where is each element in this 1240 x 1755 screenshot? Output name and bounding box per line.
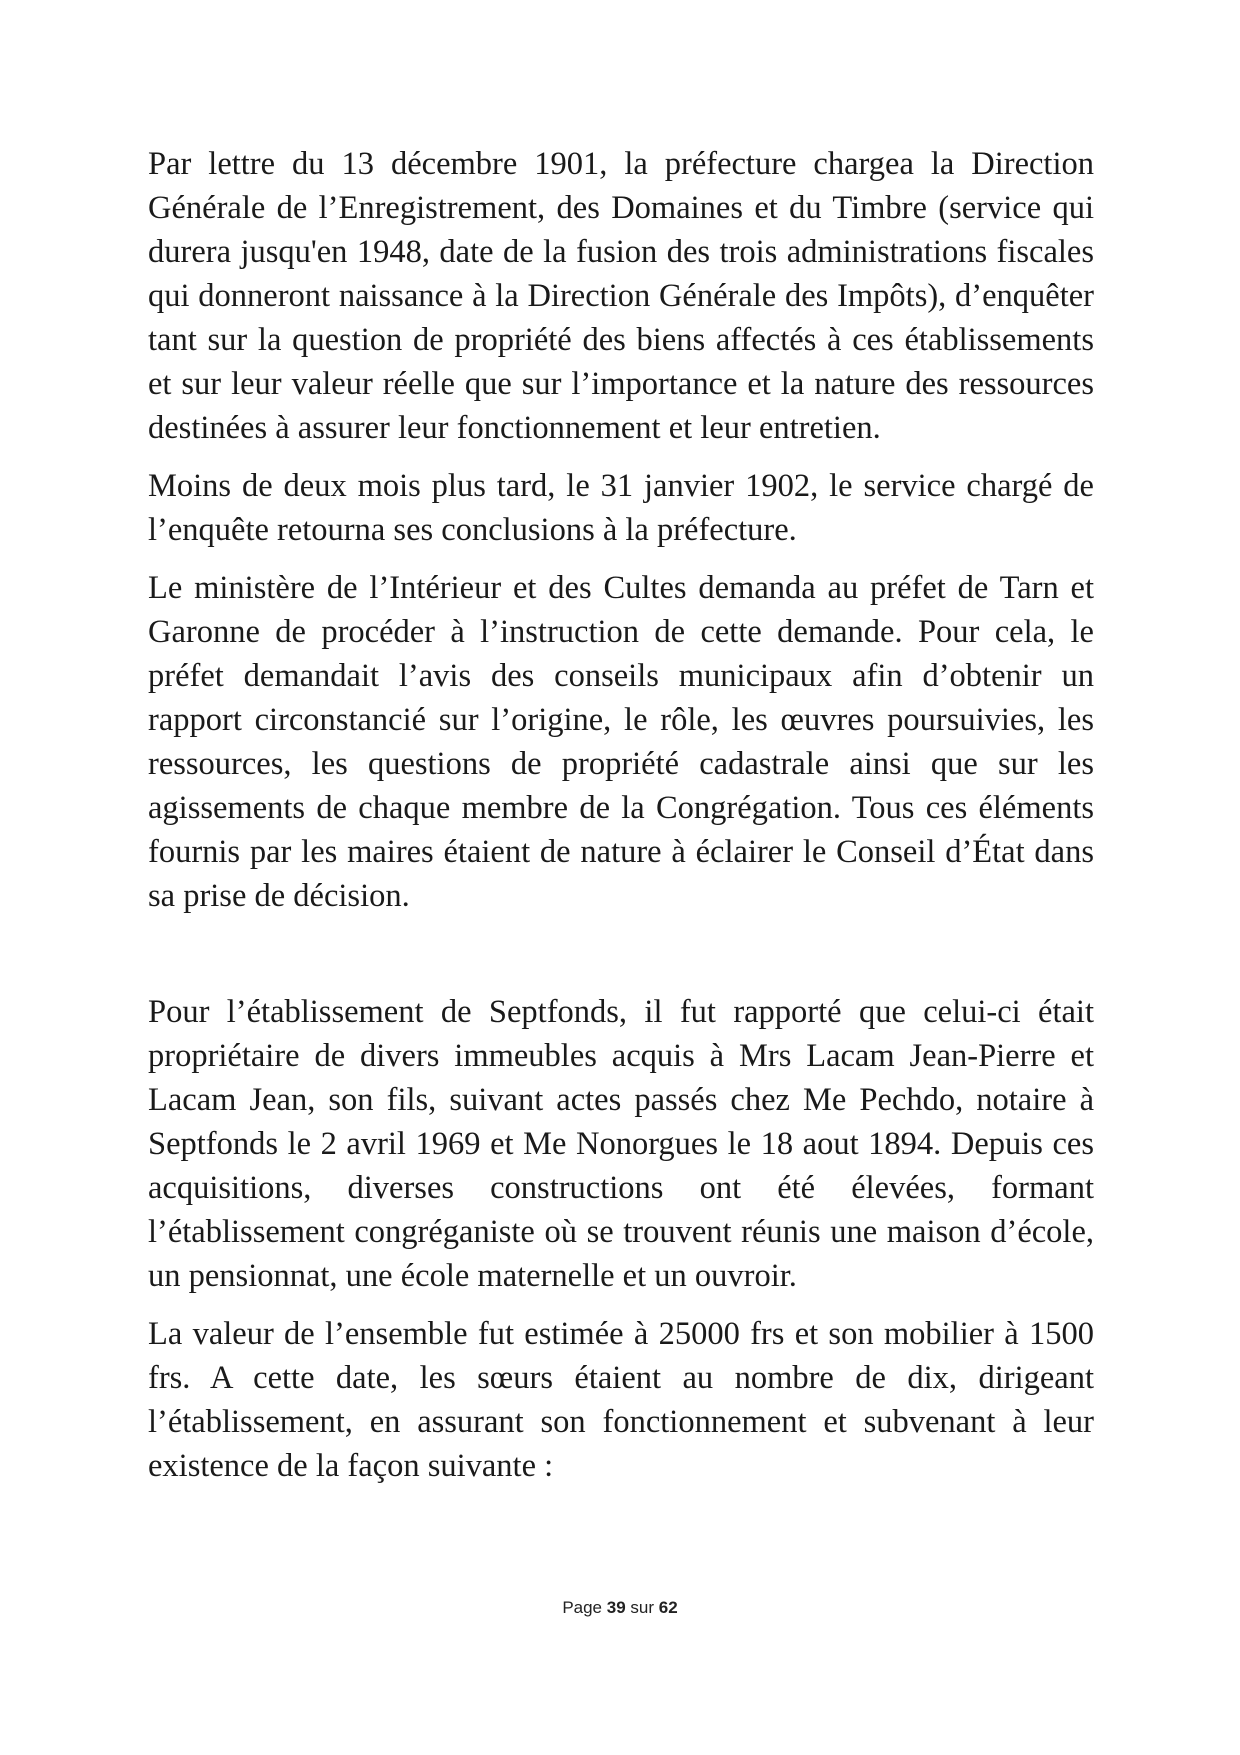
footer-total-pages: 62 (658, 1598, 678, 1617)
paragraph-conclusions: Moins de deux mois plus tard, le 31 janvier 1902, le service chargé de l’enquête retourna ses conclusions à la préfecture. (148, 468, 1094, 548)
paragraph-valeur: La valeur de l’ensemble fut estimée à 25000 frs et son mobilier à 1500 frs. A cette date, les sœurs étaient au nombre de dix, dirigeant l’établissement, en assurant son fonctionnement et subvenant à leur existence de la façon suivante : (148, 1316, 1094, 1484)
paragraph-septfonds: Pour l’établissement de Septfonds, il fut rapporté que celui-ci était propriétaire de divers immeubles acquis à Mrs Lacam Jean-Pierre et Lacam Jean, son fils, suivant actes passés chez Me Pechdo, notaire à Septfonds le 2 avril 1969 et Me Nonorgues le 18 aout 1894. Depuis ces acquisitions, diverses constructions ont été élevées, formant l’établissement congréganiste où se trouvent réunis une maison d’école, un pensionnat, une école maternelle et un ouvroir. (148, 994, 1094, 1294)
section-gap (148, 932, 1094, 990)
paragraph-enquete: Par lettre du 13 décembre 1901, la préfecture chargea la Direction Générale de l’Enregistrement, des Domaines et du Timbre (service qui durera jusqu'en 1948, date de la fusion des trois administrations fiscales qui donneront naissance à la Direction Générale des Impôts), d’enquêter tant sur la question de propriété des biens affectés à ces établissements et sur leur valeur réelle que sur l’importance et la nature des ressources destinées à assurer leur fonctionnement et leur entretien. (148, 146, 1094, 446)
footer-page-label: Page (562, 1598, 603, 1617)
footer-separator: sur (630, 1598, 655, 1617)
paragraph-ministere: Le ministère de l’Intérieur et des Cultes demanda au préfet de Tarn et Garonne de procéder à l’instruction de cette demande. Pour cela, le préfet demandait l’avis des conseils municipaux afin d’obtenir un rapport circonstancié sur l’origine, le rôle, les œuvres poursuivies, les ressources, les questions de propriété cadastrale ainsi que sur les agissements de chaque membre de la Congrégation. Tous ces éléments fournis par les maires étaient de nature à éclairer le Conseil d’État dans sa prise de décision. (148, 570, 1094, 914)
footer-current-page: 39 (606, 1598, 626, 1617)
document-body (148, 142, 1094, 1502)
page-footer (0, 1598, 1240, 1618)
